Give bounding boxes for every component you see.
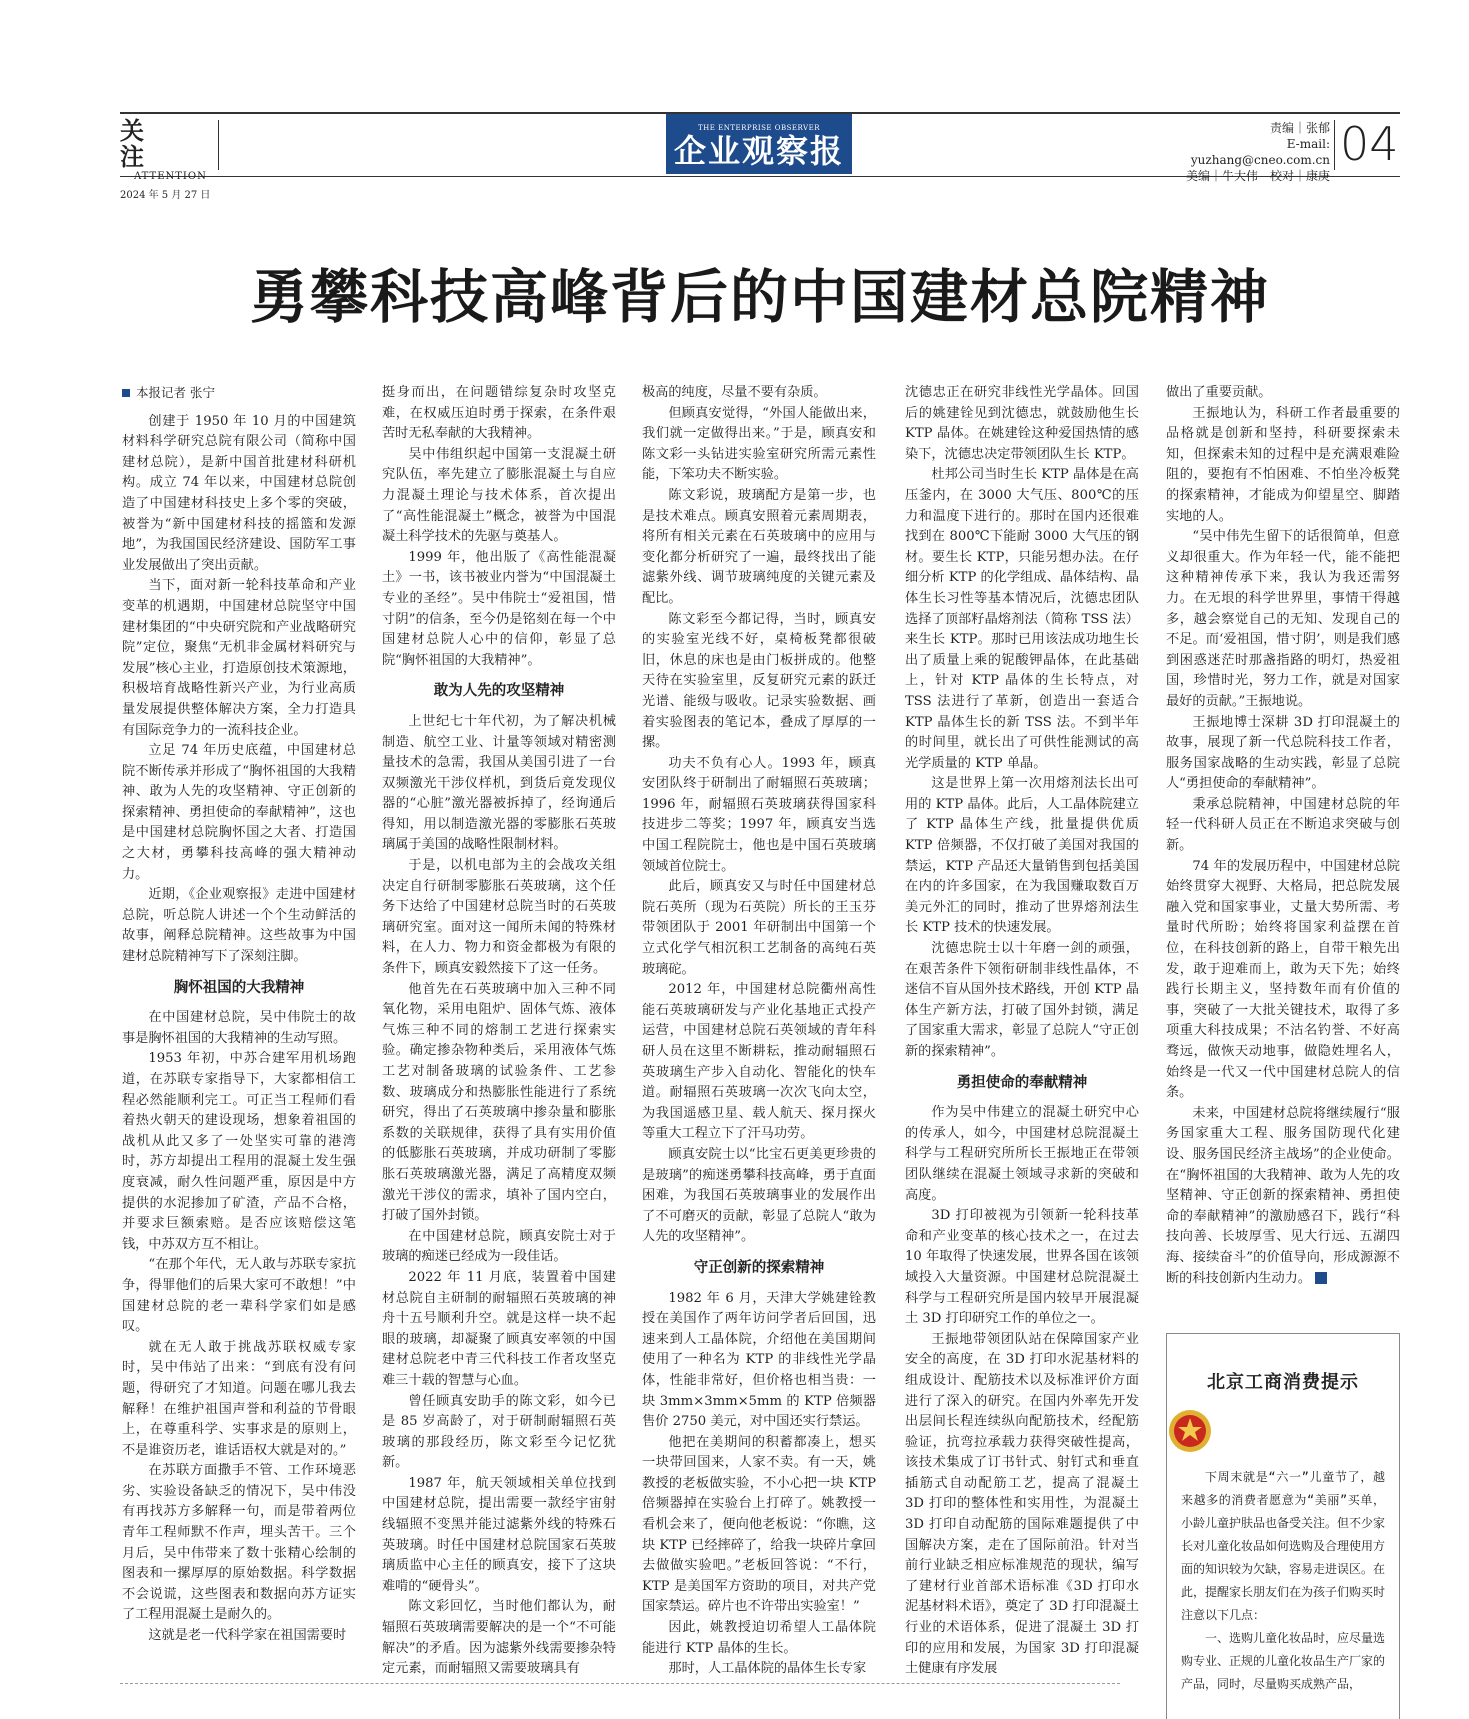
- article-paragraph: 作为吴中伟建立的混凝土研究中心的传承人，如今，中国建材总院混凝土科学与工程研究所所长王振地正在带领团队继续在混凝土领域寻求新的突破和高度。: [905, 1105, 1139, 1203]
- article-paragraph: 3D 打印被视为引领新一轮科技革命和产业变革的核心技术之一，在过去 10 年取得了快速发展，世界各国在该领域投入大量资源。中国建材总院混凝土科学与工程研究所是国内较早开展混凝土 3D 打印研究工作的单位之一。: [905, 1208, 1139, 1327]
- section-label: [120, 118, 220, 201]
- page-number: 04: [1340, 117, 1399, 171]
- article-paragraph: 1982 年 6 月，天津大学姚建铨教授在美国作了两年访问学者后回国，迅速来到人工晶体院，介绍他在美国期间使用了一种名为 KTP 的非线性光学晶体，性能非常好，但价格也相当贵：一块 3mm×3mm×5mm 的 KTP 倍频器售价 2750 美元，对中国还实行禁运。: [642, 1290, 876, 1430]
- column-body: [382, 383, 616, 1680]
- headline: 勇攀科技高峰背后的中国建材总院精神: [249, 263, 1270, 331]
- article-paragraph: “吴中伟先生留下的话很简单，但意义却很重大。作为年轻一代，能不能把这种精神传承下来，我认为我还需努力。在无垠的科学世界里，事情干得越多，越会察觉自己的无知、发现自己的不足。而‘爱祖国，惜寸阴’，则是我们感到困惑迷茫时那盏指路的明灯，热爱祖国，珍惜时光，努力工作，就是对国家最好的贡献。”王振地说。: [1166, 529, 1400, 709]
- editor-credits: [1150, 120, 1330, 184]
- notice-paragraph: 一、选购儿童化妆品时，应尽量选购专业、正规的儿童化妆品生产厂家的产品，同时，尽量购买成熟产品，: [1181, 1631, 1386, 1691]
- article-paragraph: 1987 年，航天领域相关单位找到中国建材总院，提出需要一款经宇宙射线辐照不变黑并能过滤紫外线的特殊石英玻璃。时任中国建材总院国家石英玻璃质监中心主任的顾真安，接下了这块难啃的“硬骨头”。: [382, 1475, 616, 1594]
- article-paragraph: 这就是老一代科学家在祖国需要时: [148, 1628, 347, 1644]
- section-heading: 敢为人先的攻坚精神: [433, 682, 565, 700]
- article-paragraph: 吴中伟组织起中国第一支混凝土研究队伍，率先建立了膨胀混凝土与自应力混凝土理论与技术体系，首次提出了“高性能混凝土”概念，被誉为中国混凝土科学技术的先驱与奠基人。: [382, 446, 616, 545]
- article-paragraph: 杜邦公司当时生长 KTP 晶体是在高压釜内，在 3000 大气压、800℃的压力和温度下进行的。那时在国内还很难找到在 800℃下能耐 3000 大气压的钢材。要生长 KTP，只能另想办法。在仔细分析 KTP 的化学组成、晶体结构、晶体生长习性等基本情况后，沈德忠团队选择了顶部籽晶熔剂法（简称 TSS 法）来生长 KTP。那时已用该法成功地生长出了质量上乘的铌酸钾晶体，在此基础上，针对 KTP 晶体的生长特点，对 TSS 法进行了革新，创造出一套适合 KTP 晶体生长的新 TSS 法。不到半年的时间里，就长出了可供性能测试的高光学质量的 KTP 单晶。: [905, 467, 1139, 771]
- masthead-divider: [1334, 120, 1335, 170]
- design-line: 美编｜牛大伟 校对｜康庚: [1185, 169, 1330, 183]
- paper-name-cn: 企业观察报: [673, 132, 844, 170]
- article-paragraph: 在中国建材总院，顾真安院士对于玻璃的痴迷已经成为一段佳话。: [382, 1228, 616, 1265]
- issue-date: 2024 年 5 月 27 日: [120, 190, 211, 201]
- article-paragraph: 因此，姚教授迫切希望人工晶体院能进行 KTP 晶体的生长。: [642, 1620, 876, 1656]
- article-paragraph: 顾真安院士以“比宝石更美更珍贵的是玻璃”的痴迷勇攀科技高峰，勇于直面困难，为我国石英玻璃事业的发展作出了不可磨灭的贡献，彰显了总院人“敢为人先的攻坚精神”。: [642, 1146, 876, 1245]
- article-paragraph: 陈文彩回忆，当时他们都认为，耐辐照石英玻璃需要解决的是一个“不可能解决”的矛盾。因为滤紫外线需要掺杂特定元素，而耐辐照又需要玻璃具有: [382, 1599, 616, 1677]
- article-paragraph: 这是世界上第一次用熔剂法长出可用的 KTP 晶体。此后，人工晶体院建立了 KTP 晶体生产线，批量提供优质 KTP 倍频器，不仅打破了美国对我国的禁运，KTP 产品还大量销售到包括美国在内的许多国家，在为我国赚取数百万美元外汇的同时，推动了世界熔剂法生长 KTP 技术的快速发展。: [905, 776, 1139, 936]
- section-title-en: ATTENTION: [134, 171, 207, 182]
- column-body: [905, 383, 1139, 1680]
- article-paragraph: 功夫不负有心人。1993 年，顾真安团队终于研制出了耐辐照石英玻璃；1996 年，耐辐照石英玻璃获得国家科技进步二等奖；1997 年，顾真安当选中国工程院院士，他也是中国石英玻璃领域首位院士。: [642, 755, 876, 874]
- article-paragraph: 在苏联方面撒手不管、工作环境恶劣、实验设备缺乏的情况下，吴中伟没有再找苏方多解释一句，而是带着两位青年工程师默不作声，埋头苦干。三个月后，吴中伟带来了数十张精心绘制的图表和一摞厚厚的原始数据。科学数据不会说谎，这些图表和数据向苏方证实了工程用混凝土是耐久的。: [122, 1463, 356, 1623]
- article-paragraph: 74 年的发展历程中，中国建材总院始终贯穿大视野、大格局，把总院发展融入党和国家事业，丈量大势所需、考量时代所盼；始终将国家利益摆在首位，在科技创新的路上，自带干粮先出发，敢于迎难而上，敢为天下先；始终践行长期主义，坚持数年而有价值的事，突破了一大批关键技术，取得了多项重大科技成果；不沽名钓誉、不好高骛远，做恢天动地事，做隐姓埋名人，始终是一代又一代中国建材总院人的信条。: [1166, 858, 1400, 1101]
- article-column-1: [122, 383, 356, 1645]
- article-paragraph: 在中国建材总院，吴中伟院士的故事是胸怀祖国的大我精神的生动写照。: [122, 1010, 356, 1046]
- article-paragraph: 陈文彩说，玻璃配方是第一步，也是技术难点。顾真安照着元素周期表，将所有相关元素在石英玻璃中的应用与变化都分析研究了一遍，最终找出了能滤紫外线、调节玻璃纯度的关键元素及配比。: [642, 487, 876, 606]
- section-heading: 勇担使命的奉献精神: [956, 1073, 1088, 1091]
- notice-title: 北京工商消费提示: [1207, 1372, 1359, 1393]
- bottom-dotted-rule: [120, 1683, 1120, 1684]
- article-paragraph: 近期，《企业观察报》走进中国建材总院，听总院人讲述一个个生动鲜活的故事，阐释总院精神。这些故事为中国建材总院精神写下了深刻注脚。: [122, 887, 356, 965]
- masthead: [120, 112, 1400, 201]
- paper-logo: [666, 114, 852, 174]
- article-column-2: [382, 383, 616, 1677]
- article-paragraph: 创建于 1950 年 10 月的中国建筑材料科学研究总院有限公司（简称中国建材总院），是新中国首批建材科研机构。成立 74 年以来，中国建材总院创造了中国建材科技史上多个零的突破，被誉为“新中国建材科技的摇篮和发源地”，为我国国民经济建设、国防军工事业发展做出了突出贡献。: [122, 413, 356, 573]
- article-paragraph: 就在无人敢于挑战苏联权威专家时，吴中伟站了出来：“到底有没有问题，得研究了才知道。问题在哪儿我去解释！在维护祖国声誉和利益的节骨眼上，在尊重科学、实事求是的原则上，不是谁资历老，谁话语权大就是对的。”: [122, 1339, 356, 1458]
- article-paragraph: 挺身而出，在问题错综复杂时攻坚克难，在权威压迫时勇于探索，在条件艰苦时无私奉献的大我精神。: [382, 385, 616, 442]
- article-paragraph: 此后，顾真安又与时任中国建材总院石英所（现为石英院）所长的王玉芬带领团队于 2001 年研制出中国第一个立式化学气相沉积工艺制备的高纯石英玻璃砣。: [642, 879, 876, 977]
- article-column-3: [642, 383, 876, 1677]
- article-paragraph: 陈文彩至今都记得，当时，顾真安的实验室光线不好，桌椅板凳都很破旧，休息的床也是由门板拼成的。他整天待在实验室里，反复研究元素的跃迁光谱、能级与吸收。记录实验数据、画着实验图表的笔记本，叠成了厚厚的一摞。: [642, 611, 876, 751]
- article-paragraph: 曾任顾真安助手的陈文彩，如今已是 85 岁高龄了，对于研制耐辐照石英玻璃的那段经历，陈文彩至今记忆犹新。: [382, 1393, 616, 1471]
- article-paragraph: 2022 年 11 月底，装置着中国建材总院自主研制的耐辐照石英玻璃的神舟十五号顺利升空。就是这样一块不起眼的玻璃，却凝聚了顾真安率领的中国建材总院老中青三代科技工作者攻坚克难三十载的智慧与心血。: [382, 1269, 616, 1388]
- end-mark-icon: E: [1315, 1272, 1327, 1284]
- notice-paragraph: 下周末就是“六一”儿童节了，越来越多的消费者愿意为“美丽”买单，小龄儿童护肤品也备受关注。但不少家长对儿童化妆品如何选购及合理使用方面的知识较为欠缺，容易走进误区。在此，提醒家长朋友们在为孩子们购买时注意以下几点：: [1181, 1470, 1386, 1622]
- section-heading: 胸怀祖国的大我精神: [173, 978, 305, 996]
- article-paragraph: 王振地博士深耕 3D 打印混凝土的故事，展现了新一代总院科技工作者，服务国家战略的生动实践，彰显了总院人“勇担使命的奉献精神”。: [1166, 714, 1400, 792]
- article-paragraph: 做出了重要贡献。: [1166, 385, 1272, 400]
- article-paragraph: 极高的纯度，尽量不要有杂质。: [642, 385, 827, 400]
- article-paragraph: 立足 74 年历史底蕴，中国建材总院不断传承并形成了“胸怀祖国的大我精神、敢为人先的攻坚精神、守正创新的探索精神、勇担使命的奉献精神”，这也是中国建材总院胸怀国之大者、打造国之大材，勇攀科技高峰的强大精神动力。: [122, 743, 356, 882]
- section-title-cn: 关注: [120, 116, 172, 171]
- email-line: E-mail: yuzhang@cneo.com.cn: [1190, 137, 1330, 167]
- byline: [122, 383, 356, 404]
- column-body: [642, 383, 876, 1680]
- article-column-4: [905, 383, 1139, 1677]
- column-body: [1166, 383, 1400, 1289]
- article-paragraph: 当下，面对新一轮科技革命和产业变革的机遇期，中国建材总院坚守中国建材集团的“中央研究院和产业战略研究院”定位，聚焦“无机非金属材料研究与发展”核心主业，打造原创技术策源地，积极培育战略性新兴产业，为行业高质量发展提供整体解决方案，全力打造具有国际竞争力的一流科技企业。: [122, 578, 356, 738]
- article-paragraph: 那时，人工晶体院的晶体生长专家: [668, 1661, 867, 1677]
- editor-line: 责编｜张郁: [1269, 121, 1330, 135]
- masthead-divider: [218, 120, 219, 170]
- article-paragraph: 沈德忠正在研究非线性光学晶体。回国后的姚建铨见到沈德忠，就鼓励他生长 KTP 晶体。在姚建铨这种爱国热情的感染下，沈德忠决定带领团队生长 KTP。: [905, 385, 1139, 462]
- article-paragraph: 2012 年，中国建材总院衢州高性能石英玻璃研发与产业化基地正式投产运营，中国建材总院石英领域的青年科研人员在这里不断耕耘，推动耐辐照石英玻璃生产步入自动化、智能化的快车道。耐辐照石英玻璃一次次飞向太空，为我国遥感卫星、载人航天、探月探火等重大工程立下了汗马功劳。: [642, 982, 876, 1142]
- square-bullet-icon: [122, 389, 130, 397]
- commerce-emblem-icon: [1167, 1408, 1213, 1454]
- article-paragraph: 沈德忠院士以十年磨一剑的顽强，在艰苦条件下领衔研制非线性晶体，不迷信不盲从国外技术路线，开创 KTP 晶体生产新方法，打破了国外封锁，满足了国家重大需求，彰显了总院人“守正创新的探索精神”。: [905, 941, 1139, 1059]
- article-paragraph: 上世纪七十年代初，为了解决机械制造、航空工业、计量等领域对精密测量技术的急需，我国从美国引进了一台双频激光干涉仪样机，到货后竟发现仪器的“心脏”激光器被拆掉了，经询通后得知，用以制造激光器的零膨胀石英玻璃属于美国的战略性限制材料。: [382, 713, 616, 853]
- notice-body: [1167, 1466, 1399, 1696]
- article-paragraph: 但顾真安觉得，“外国人能做出来，我们就一定做得出来。”于是，顾真安和陈文彩一头钻进实验室研究所需元素性能，下笨功夫不断实验。: [642, 405, 876, 483]
- article-paragraph: 于是，以机电部为主的会战攻关组决定自行研制零膨胀石英玻璃，这个任务下达给了中国建材总院当时的石英玻璃研究室。面对这一闻所未闻的特殊材料，在人力、物力和资金都极为有限的条件下，顾真安毅然接下了这一任务。: [382, 858, 616, 977]
- article-column-5: [1166, 383, 1400, 1286]
- article-paragraph: 王振地认为，科研工作者最重要的品格就是创新和坚持，科研要探索未知，但探索未知的过程中是充满艰难险阻的，要抱有不怕困难、不怕坐冷板凳的探索精神，才能成为仰望星空、脚踏实地的人。: [1166, 405, 1400, 524]
- consumer-notice-box: [1166, 1333, 1400, 1719]
- article-paragraph: 1953 年初，中苏合建军用机场跑道，在苏联专家指导下，大家都相信工程必然能顺利完工。可正当工程师们看着热火朝天的建设现场，想象着祖国的战机从此又多了一处坚实可靠的港湾时，苏方却提出工程用的混凝土发生强度衰减，耐久性问题严重，原因是中方提供的水泥掺加了矿渣，产品不合格，并要求巨额索赔。是否应该赔偿这笔钱，中苏双方互不相让。: [122, 1051, 356, 1252]
- article-paragraph: “在那个年代，无人敢与苏联专家抗争，得罪他们的后果大家可不敢想！”中国建材总院的老一辈科学家们如是感叹。: [122, 1257, 356, 1335]
- column-body: [122, 412, 356, 1647]
- article-paragraph: 他把在美期间的积蓄都凑上，想买一块带回国来，人家不卖。有一天，姚教授的老板做实验，不小心把一块 KTP 倍频器掉在实验台上打碎了。姚教授一看机会来了，便向他老板说：“你瞧，这块 KTP 已经摔碎了，给我一块碎片拿回去做做实验吧。”老板回答说：“不行，KTP 是美国军方资助的项目，对共产党国家禁运。碎片也不许带出实验室！”: [642, 1434, 876, 1615]
- article-paragraph: 1999 年，他出版了《高性能混凝土》一书，该书被业内誉为“中国混凝土专业的圣经”。吴中伟院士“爱祖国，惜寸阴”的信条，至今仍是铭刻在每一个中国建材总院人心中的信仰，彰显了总院“胸怀祖国的大我精神”。: [382, 549, 616, 668]
- byline-text: 本报记者 张宁: [136, 385, 215, 400]
- paper-name-en: THE ENTERPRISE OBSERVER: [697, 124, 820, 132]
- article-paragraph: 未来，中国建材总院将继续履行“服务国家重大工程、服务国防现代化建设、服务国民经济主战场”的企业使命。在“胸怀祖国的大我精神、敢为人先的攻坚精神、守正创新的探索精神、勇担使命的奉献精神”的激励感召下，践行“科技向善、长坡厚雪、见大行远、五湖四海、接续奋斗”的价值导向，形成源源不断的科技创新内生动力。 E: [1166, 1105, 1400, 1286]
- section-heading: 守正创新的探索精神: [693, 1258, 825, 1276]
- article-paragraph: 秉承总院精神，中国建材总院的年轻一代科研人员正在不断追求突破与创新。: [1166, 796, 1400, 854]
- article-paragraph: 他首先在石英玻璃中加入三种不同氧化物，采用电阻炉、固体气炼、液体气炼三种不同的熔制工艺进行探索实验。确定掺杂物种类后，采用液体气炼工艺对制备玻璃的试验条件、工艺参数、玻璃成分和热膨胀性能进行了系统研究，得出了石英玻璃中掺杂量和膨胀系数的关联规律，获得了具有实用价值的低膨胀石英玻璃，并成功研制了零膨胀石英玻璃激光器，满足了高精度双频激光干涉仪的需求，填补了国内空白，打破了国外封锁。: [382, 981, 616, 1224]
- article-paragraph: 王振地带领团队站在保障国家产业安全的高度，在 3D 打印水泥基材料的组成设计、配筋技术以及标准评价方面进行了深入的研究。在国内外率先开发出层间长程连续纵向配筋技术，经配筋验证，抗弯拉承载力获得突破性提高，该技术集成了订书针式、射钉式和垂直插筋式自动配筋工艺，提高了混凝土 3D 打印的整体性和实用性，为混凝土 3D 打印自动配筋的国际难题提供了中国解决方案，走在了国际前沿。针对当前行业缺乏相应标准规范的现状，编写了建材行业首部术语标准《3D 打印水泥基材料术语》，奠定了 3D 打印混凝土行业的术语体系，促进了混凝土 3D 打印的应用和发展，为国家 3D 打印混凝土健康有序发展: [905, 1331, 1139, 1677]
